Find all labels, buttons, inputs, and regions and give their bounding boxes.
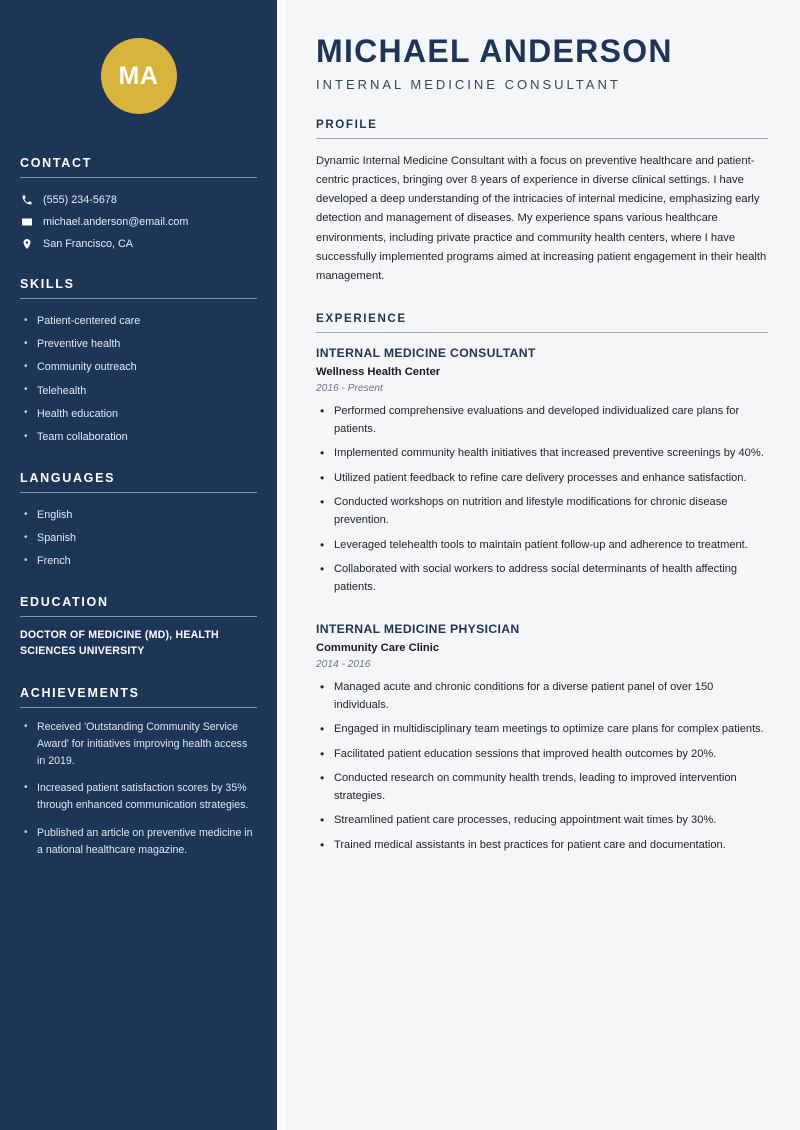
list-item: • Facilitated patient education sessions that improved health outcomes by 20%. bbox=[316, 746, 768, 771]
contact-list bbox=[20, 189, 257, 255]
job-title: INTERNAL MEDICINE CONSULTANT bbox=[316, 346, 536, 361]
list-item: • Implemented community health initiatives that increased preventive screenings by 40%. bbox=[316, 445, 768, 470]
languages-divider bbox=[20, 492, 257, 493]
contact-item-location[interactable] bbox=[20, 233, 257, 255]
avatar-container bbox=[20, 0, 257, 156]
job-company: Community Care Clinic bbox=[316, 642, 440, 655]
list-item: • Community outreach bbox=[20, 356, 257, 379]
list-item: • Published an article on preventive medicine in a national healthcare magazine. bbox=[20, 825, 257, 869]
languages-list bbox=[20, 504, 257, 573]
profile-section bbox=[316, 118, 768, 287]
achievements-heading: ACHIEVEMENTS bbox=[20, 685, 140, 700]
job-dates: 2016 - Present bbox=[316, 383, 383, 395]
profile-text: Dynamic Internal Medicine Consultant with a focus on preventive healthcare and patient-centric practices, bringing over 8 years of experience in diverse clinical settings. I have developed a deep understanding of the intricacies of internal medicine, emphasizing early detection and management of diseases. My experience spans various healthcare environments, including private practice and community health centers, where I have successfully implemented programs aimed at increasing patient engagement in their health management. bbox=[316, 154, 767, 283]
contact-location-value: San Francisco, CA bbox=[43, 238, 134, 250]
list-item: • Preventive health bbox=[20, 333, 257, 356]
list-item: • Collaborated with social workers to address social determinants of health affecting patients. bbox=[316, 561, 768, 603]
main-content bbox=[285, 0, 800, 1130]
contact-section bbox=[20, 156, 257, 255]
education-divider bbox=[20, 616, 257, 617]
job-bullet-list bbox=[316, 403, 768, 603]
avatar: MA bbox=[101, 38, 177, 114]
achievements-list bbox=[20, 719, 257, 869]
contact-email-value: michael.anderson@email.com bbox=[43, 216, 189, 228]
contact-phone-value: (555) 234-5678 bbox=[43, 194, 117, 206]
experience-divider bbox=[316, 332, 768, 333]
panel-divider bbox=[277, 0, 285, 1130]
contact-divider bbox=[20, 177, 257, 178]
list-item: • French bbox=[20, 550, 257, 573]
list-item: • Team collaboration bbox=[20, 426, 257, 449]
job-subtitle: INTERNAL MEDICINE CONSULTANT bbox=[316, 76, 621, 92]
achievements-divider bbox=[20, 707, 257, 708]
list-item: • Performed comprehensive evaluations and developed individualized care plans for patients. bbox=[316, 403, 768, 445]
job-bullet-list bbox=[316, 679, 768, 861]
list-item: • Leveraged telehealth tools to maintain patient follow-up and adherence to treatment. bbox=[316, 537, 768, 562]
education-section bbox=[20, 595, 257, 660]
contact-heading: CONTACT bbox=[20, 156, 93, 170]
envelope-icon bbox=[20, 216, 33, 229]
list-item: • Conducted workshops on nutrition and lifestyle modifications for chronic disease prevention. bbox=[316, 494, 768, 536]
skills-divider bbox=[20, 298, 257, 299]
list-item: • Conducted research on community health trends, leading to improved intervention strategies. bbox=[316, 770, 768, 812]
profile-heading: PROFILE bbox=[316, 117, 378, 131]
job-company: Wellness Health Center bbox=[316, 366, 441, 379]
experience-entry bbox=[316, 622, 768, 861]
languages-section bbox=[20, 471, 257, 573]
achievements-section bbox=[20, 686, 257, 869]
page-title: MICHAEL ANDERSON bbox=[316, 33, 673, 69]
list-item: • Increased patient satisfaction scores by 35% through enhanced communication strategies. bbox=[20, 780, 257, 824]
list-item: • Engaged in multidisciplinary team meetings to optimize care plans for complex patients. bbox=[316, 721, 768, 746]
job-title: INTERNAL MEDICINE PHYSICIAN bbox=[316, 622, 520, 637]
experience-section bbox=[316, 312, 768, 861]
list-item: • Managed acute and chronic conditions for a diverse patient panel of over 150 individuals. bbox=[316, 679, 768, 721]
list-item: • Utilized patient feedback to refine care delivery processes and enhance satisfaction. bbox=[316, 470, 768, 495]
education-heading: EDUCATION bbox=[20, 594, 109, 609]
list-item: • Health education bbox=[20, 402, 257, 425]
contact-item-phone[interactable] bbox=[20, 189, 257, 211]
skills-list bbox=[20, 310, 257, 449]
location-pin-icon bbox=[20, 238, 33, 251]
languages-heading: LANGUAGES bbox=[20, 470, 116, 485]
list-item: • Trained medical assistants in best practices for patient care and documentation. bbox=[316, 837, 768, 862]
list-item: • Spanish bbox=[20, 527, 257, 550]
education-entry: DOCTOR OF MEDICINE (MD), HEALTH SCIENCES UNIVERSITY bbox=[20, 628, 219, 657]
sidebar bbox=[0, 0, 277, 1130]
profile-divider bbox=[316, 138, 768, 139]
experience-entry bbox=[316, 346, 768, 603]
contact-item-email[interactable] bbox=[20, 211, 257, 233]
skills-heading: SKILLS bbox=[20, 277, 75, 291]
list-item: • Streamlined patient care processes, reducing appointment wait times by 30%. bbox=[316, 812, 768, 837]
list-item: • Telehealth bbox=[20, 379, 257, 402]
job-dates: 2014 - 2016 bbox=[316, 659, 371, 671]
phone-icon bbox=[20, 194, 33, 207]
list-item: • Patient-centered care bbox=[20, 310, 257, 333]
list-item: • English bbox=[20, 504, 257, 527]
skills-section bbox=[20, 277, 257, 449]
experience-heading: EXPERIENCE bbox=[316, 312, 407, 326]
list-item: • Received 'Outstanding Community Service Award' for initiatives improving health access in 2019. bbox=[20, 719, 257, 780]
